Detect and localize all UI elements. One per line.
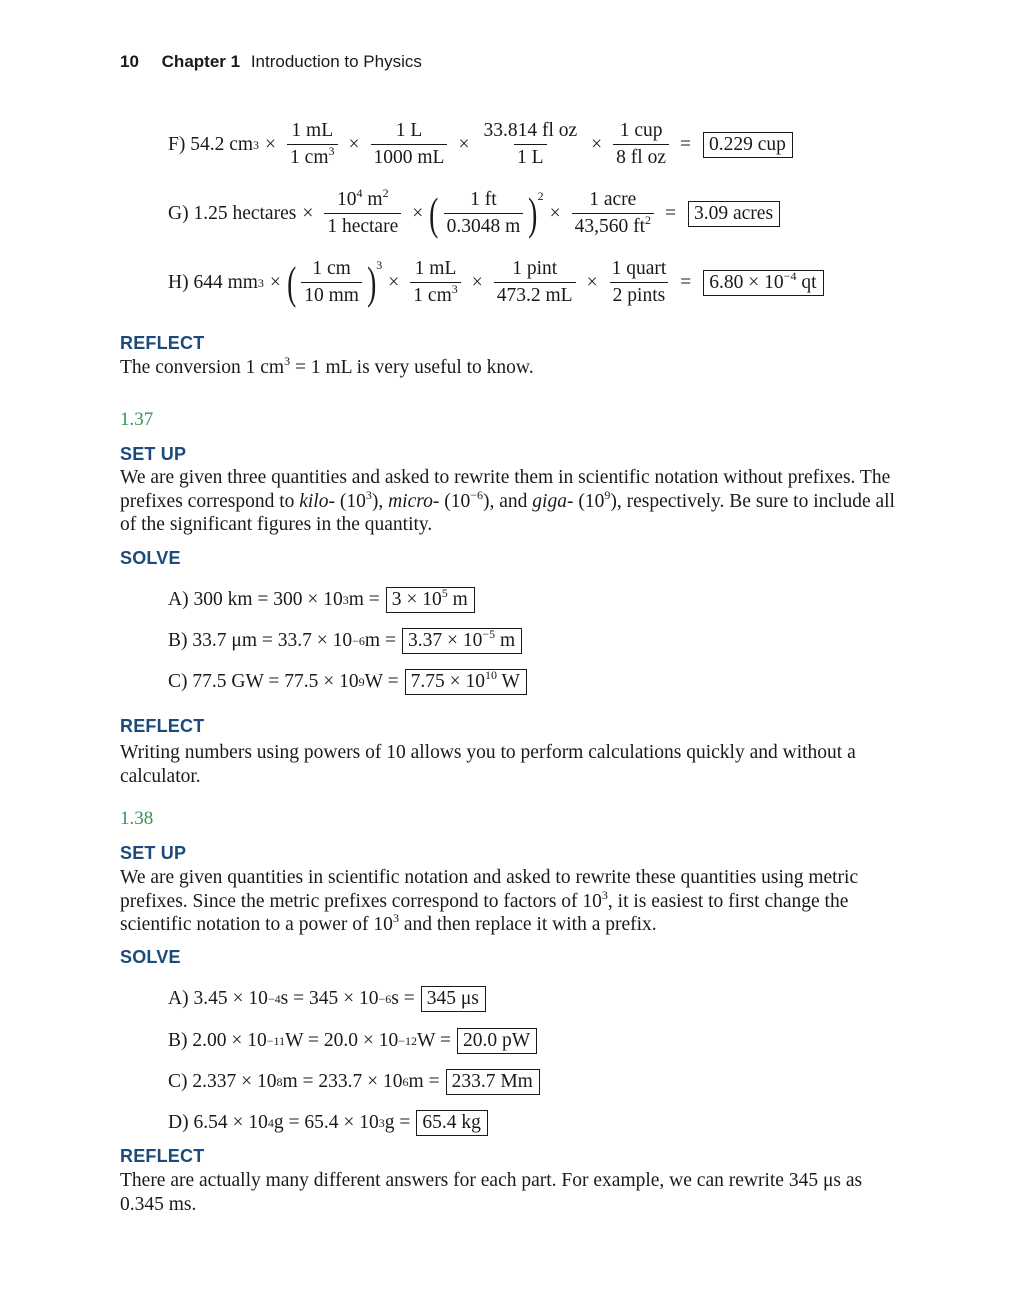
solve-line-a: A) 3.45 × 10 −4 s = 345 × 10 −6 s = 345 μs [168,986,486,1012]
times-sign: × [269,271,281,293]
answer-box: 65.4 kg [416,1110,488,1136]
solve-line-a: A) 300 km = 300 × 10 3 m = $3 \times 10^5$ m [168,587,475,613]
fraction [287,120,337,169]
fraction [494,258,576,307]
denominator-text: 1 cm [290,147,329,168]
problem-number: 1.38 [120,808,154,829]
fraction [410,258,460,307]
reflect-heading: REFLECT [120,1146,205,1166]
numerator: 1 mL [414,258,457,279]
denominator-text: 1 cm [413,285,452,306]
p1: C) 2.337 × 10 [168,1071,277,1092]
right-paren: ) [528,187,538,239]
setup-heading: SET UP [120,843,187,863]
answer-unit: qt [801,271,817,293]
sup: 3 [376,258,383,272]
denominator: 473.2 mL [494,282,576,307]
numerator: 1 acre [589,189,637,210]
mid: W = [364,671,399,692]
sup: 3 [451,282,458,296]
sup: 2 [645,213,651,227]
answer-box: 0.229 cup [703,132,793,158]
numerator-text: 10 [337,189,357,210]
setup-a: We are given quantities in scientific notation and asked to rewrite these quantities using metric prefixes. Since the metric prefixes correspond to factors of 10 [120,867,859,912]
reflect-heading: REFLECT [120,716,205,736]
sup: −6 [470,487,484,502]
left-paren: ( [429,187,439,239]
p1: B) 2.00 × 10 [168,1030,267,1051]
setup-text [120,466,910,537]
numerator: 1 L [395,120,423,141]
setup-heading: SET UP [120,444,187,464]
setup-c: ), [371,490,389,512]
lhs: B) 33.7 μm = 33.7 × 10 [168,630,353,651]
answer-box: 233.7 Mm [446,1069,540,1095]
denominator: 1000 mL [371,144,448,169]
denominator: 1 L [514,144,547,169]
sup: 3 [392,911,399,925]
giga-term: giga- [532,490,574,512]
numerator: 1 ft [470,189,497,210]
fraction [301,258,362,307]
reflect-heading: REFLECT [120,333,205,353]
times-sign: × [458,133,470,155]
sup: 3 [328,144,335,158]
denominator [572,213,654,238]
conv-g-label: G) 1.25 hectares [168,202,297,224]
sup: 10 [484,668,497,682]
p3: s = [391,988,415,1009]
times-sign: × [412,202,424,224]
equals-sign: = [680,133,691,155]
numerator: 1 cm [312,258,351,279]
times-sign: × [591,133,603,155]
reflect-text [120,356,910,380]
numerator: 1 pint [512,258,558,279]
sup: −4 [783,268,797,283]
fraction [613,120,669,169]
setup-b: (10 [334,490,366,512]
answer-box [703,270,823,296]
solve-line-c: C) 2.337 × 10 8 m = 233.7 × 10 6 m = 233.7 Mm [168,1069,540,1095]
mid: m = [348,589,380,610]
p2: s = 345 × 10 [280,988,379,1009]
answer-box [405,669,527,695]
p2: m = 233.7 × 10 [282,1071,403,1092]
setup-d: (10 [439,490,471,512]
fraction [444,189,524,238]
reflect-text: There are actually many different answers for each part. For example, we can rewrite 345 μs as 0.345 ms. [120,1170,863,1215]
solve-line-c: C) 77.5 GW = 77.5 × 10 9 W = $7.75 \times 10^{10}$ W [168,669,527,695]
sup: 3 [601,887,608,902]
kilo-term: kilo- [299,490,335,512]
denominator [287,144,337,169]
numerator: 1 cup [619,120,663,141]
denominator: 0.3048 m [444,213,524,238]
answer-unit: W [496,671,520,692]
answer-text: 7.75 × 10 [410,671,485,692]
setup-c: and then replace it with a prefix. [398,914,657,935]
p2: W = 20.0 × 10 [285,1030,399,1051]
sup: 9 [604,487,611,502]
times-sign: × [302,202,314,224]
p3: m = [408,1071,440,1092]
setup-text [120,866,910,937]
conv-h-label: H) 644 mm [168,271,258,293]
denominator: 2 pints [610,282,669,307]
conv-f-label: F) 54.2 cm [168,133,254,155]
equals-sign: = [665,202,676,224]
sup: 3 [365,487,372,502]
times-sign: × [388,271,400,293]
answer-unit: m [447,589,468,610]
solve-line-d: D) 6.54 × 10 4 g = 65.4 × 10 3 g = 65.4 kg [168,1110,488,1136]
sup: 2 [382,186,389,200]
numerator [334,186,392,213]
equals-sign: = [680,271,692,293]
micro-term: micro- [388,490,440,512]
p3: W = [417,1030,451,1051]
solve-line-b: B) 2.00 × 10 −11 W = 20.0 × 10 −12 W = 20.0 pW [168,1028,537,1054]
reflect-text: Writing numbers using powers of 10 allows you to perform calculations quickly and without a calculator. [120,742,856,787]
sup: 5 [441,586,448,600]
page-number: 10 [120,52,139,71]
denominator: 1 hectare [324,213,401,238]
times-sign: × [549,202,561,224]
sup: 4 [356,186,363,200]
times-sign: × [265,133,277,155]
denominator-text: 43,560 ft [574,216,645,237]
left-paren: ( [286,256,297,308]
answer-box: 3.09 acres [688,201,780,227]
denominator [410,282,460,307]
times-sign: × [471,271,483,293]
chapter-label: Chapter 1 [161,52,241,71]
times-sign: × [586,271,598,293]
lhs: C) 77.5 GW = 77.5 × 10 [168,671,359,692]
setup-g: ), respectively. Be sure to include all of the significant figures in the quantity. [120,490,895,535]
p3: g = [384,1112,411,1133]
fraction [609,258,670,307]
fraction [480,120,580,169]
numerator: 1 quart [611,258,667,279]
fraction [371,120,448,169]
problem-number: 1.37 [120,409,154,430]
right-paren: ) [367,256,377,308]
answer-text: 6.80 × 10 [709,271,784,293]
answer-box [402,628,522,654]
numerator: 1 mL [291,120,334,141]
fraction [324,186,401,238]
answer-box [386,587,475,613]
running-header [120,52,422,72]
sup: −5 [482,627,496,641]
denominator: 8 fl oz [613,144,669,169]
setup-f: (10 [573,490,605,512]
conversion-g [168,186,780,239]
sup: 3 [284,354,291,368]
conversion-h: H) 644 mm 3 × ( $\frac{1 cm}{10 mm}$ ) 3 × $\frac{1 mL}{1 cm^3}$ × $\frac{\text{1 pint}}{473.2 mL}$ × $\frac{\text{1 quart}}{\text{2 pints}}$ = $6.80 \times 10^{-4}$ qt [168,258,824,307]
denominator: 10 mm [301,282,362,307]
p1: A) 3.45 × 10 [168,988,268,1009]
sup: 2 [537,189,544,203]
answer-box: 20.0 pW [457,1028,537,1054]
times-sign: × [348,133,360,155]
answer-unit: m [495,630,516,651]
solve-line-b: B) 33.7 μm = 33.7 × 10 −6 m = $3.37 \times 10^{-5}$ m [168,628,522,654]
conversion-f: F) 54.2 cm 3 × $\frac{1 mL}{1 cm^3}$ × $\frac{1 L}{1000 mL}$ × $\frac{\text{33.814 fl oz}}{1 L}$ × $\frac{\text{1 cup}}{\text{8 fl oz}}$ = 0.229 cup [168,120,793,169]
setup-a: We are given three quantities and asked to rewrite them in scientific notation without prefixes. The prefixes correspond to [120,467,891,512]
setup-b: , it is easiest to first change the scientific notation to a power of 10 [120,890,849,935]
mid: m = [364,630,396,651]
lhs: A) 300 km = 300 × 10 [168,589,343,610]
solve-heading: SOLVE [120,548,181,568]
chapter-title: Introduction to Physics [250,52,422,71]
p2: g = 65.4 × 10 [273,1112,379,1133]
solve-heading: SOLVE [120,947,181,967]
fraction [572,189,654,238]
reflect-text-a: The conversion 1 cm [120,357,285,378]
setup-e: ), and [483,490,533,512]
answer-box: 345 μs [421,986,486,1012]
reflect-text-b: = 1 mL is very useful to know. [290,357,534,378]
answer-text: 3.37 × 10 [407,630,483,651]
numerator: 33.814 fl oz [483,120,578,141]
numerator-unit: m [367,189,383,210]
p1: D) 6.54 × 10 [168,1112,268,1133]
answer-text: 3 × 10 [391,589,442,610]
